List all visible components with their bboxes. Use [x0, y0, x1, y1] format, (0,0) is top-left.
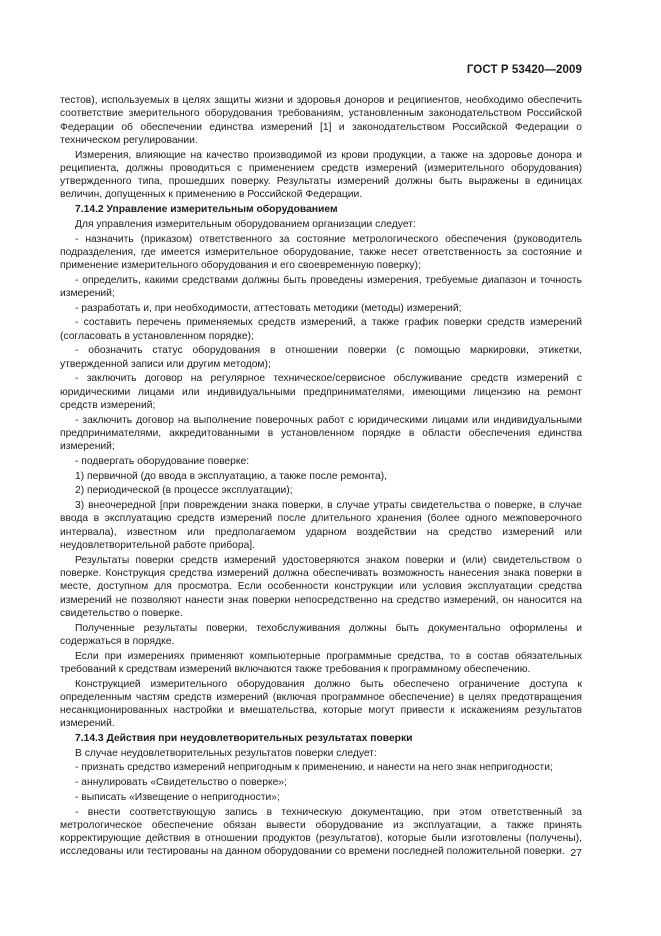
document-body — [60, 94, 582, 860]
section-heading: 7.14.2 Управление измерительным оборудованием — [75, 204, 338, 216]
list-item: - заключить договор на выполнение поверочных работ с юридическими лицами или индивидуальными предпринимателями, аккредитованными в установленном порядке в области обеспечения единства измерений; — [60, 414, 582, 453]
document-code: ГОСТ Р 53420—2009 — [466, 64, 582, 76]
numbered-item: 2) периодической (в процессе эксплуатации); — [75, 485, 293, 497]
list-item: - разработать и, при необходимости, аттестовать методики (методы) измерений; — [75, 302, 462, 314]
paragraph: тестов), используемых в целях защиты жизни и здоровья доноров и реципиентов, необходимо обеспечить соответствие змерительного оборудования требованиям, установленным законодательством Российской Федерации об обеспечении единства измерений [1] и законодательством Российской Федерации о техническом регулировании. — [60, 95, 582, 146]
list-item: - выписать «Извещение о непригодности»; — [75, 791, 280, 803]
list-item: - обозначить статус оборудования в отношении поверки (с помощью маркировки, этикетки, утвержденной записи или другим методом); — [60, 345, 582, 370]
paragraph: Полученные результаты поверки, техобслуживания должны быть документально оформлены и содержаться в порядке. — [60, 622, 582, 647]
paragraph: Для управления измерительным оборудованием организации следует: — [75, 218, 416, 230]
paragraph: Конструкцией измерительного оборудования должно быть обеспечено ограничение доступа к определенным частям средств измерений (включая программное обеспечение) в целях предотвращения несанкционированных настройки и вмешательства, которые могут привести к искажениям результатов измерений. — [60, 678, 582, 730]
list-item: - аннулировать «Свидетельство о поверке»; — [75, 777, 287, 789]
list-item: - внести соответствующую запись в техническую документацию, при этом ответственный за метрологическое обеспечение обязан вывести оборудование из эксплуатации, а также принять корректирующие действия в отношении продуктов (результатов), которые были изготовлены (получены), исследованы или тестированы на данном оборудовании со времени последней положительной поверки. — [60, 806, 582, 858]
paragraph: В случае неудовлетворительных результатов поверки следует: — [75, 747, 377, 759]
list-item: - составить перечень применяемых средств измерений, а также график поверки средств измерений (согласовать в установленном порядке); — [60, 317, 582, 342]
list-item: - подвергать оборудование поверке: — [75, 456, 250, 468]
list-item: - признать средство измерений непригодным к применению, и нанести на него знак непригодности; — [75, 762, 553, 774]
page-number: 27 — [570, 847, 582, 859]
numbered-item: 3) внеочередной [при повреждении знака поверки, в случае утраты свидетельства о поверке, в случае ввода в эксплуатацию средств измерений после длительного хранения (более одного межповерочного интервала), известном или предполагаемом ударном воздействии на средство измерений или неудовлетворительной работе прибора]. — [60, 500, 582, 551]
paragraph: Измерения, влияющие на качество производимой из крови продукции, а также на здоровье донора и реципиента, должны проводиться с применением средств измерений (измерительного оборудования) утвержденного типа, прошедших поверку. Результаты измерений должны быть выражены в единицах величин, допущенных к применению в Российской Федерации. — [60, 149, 582, 201]
list-item: - заключить договор на регулярное техническое/сервисное обслуживание средств измерений с юридическими лицами или индивидуальными предпринимателями, имеющими лицензию на ремонт средств измерений; — [60, 373, 582, 412]
list-item: - назначить (приказом) ответственного за состояние метрологического обеспечения (руководитель подразделения, где имеется измерительное оборудование, также несет ответственность за состояние и применение измерительного оборудования и его своевременную поверку); — [60, 233, 582, 272]
section-heading: 7.14.3 Действия при неудовлетворительных результатах поверки — [75, 733, 413, 745]
numbered-item: 1) первичной (до ввода в эксплуатацию, а также после ремонта), — [75, 470, 387, 482]
list-item: - определить, какими средствами должны быть проведены измерения, требуемые диапазон и точность измерений; — [60, 274, 582, 300]
paragraph: Если при измерениях применяют компьютерные программные средства, то в состав обязательных требований к средствам измерений включаются также требования к программному обеспечению. — [60, 650, 582, 675]
paragraph: Результаты поверки средств измерений удостоверяются знаком поверки и (или) свидетельством о поверке. Конструкция средства измерений должна обеспечивать возможность нанесения знака поверки в месте, доступном для просмотра. Если особенности конструкции или условия эксплуатации средства измерений не позволяют нанести знак поверки непосредственно на средство измерений, он наносится на свидетельство о поверке. — [60, 554, 582, 619]
